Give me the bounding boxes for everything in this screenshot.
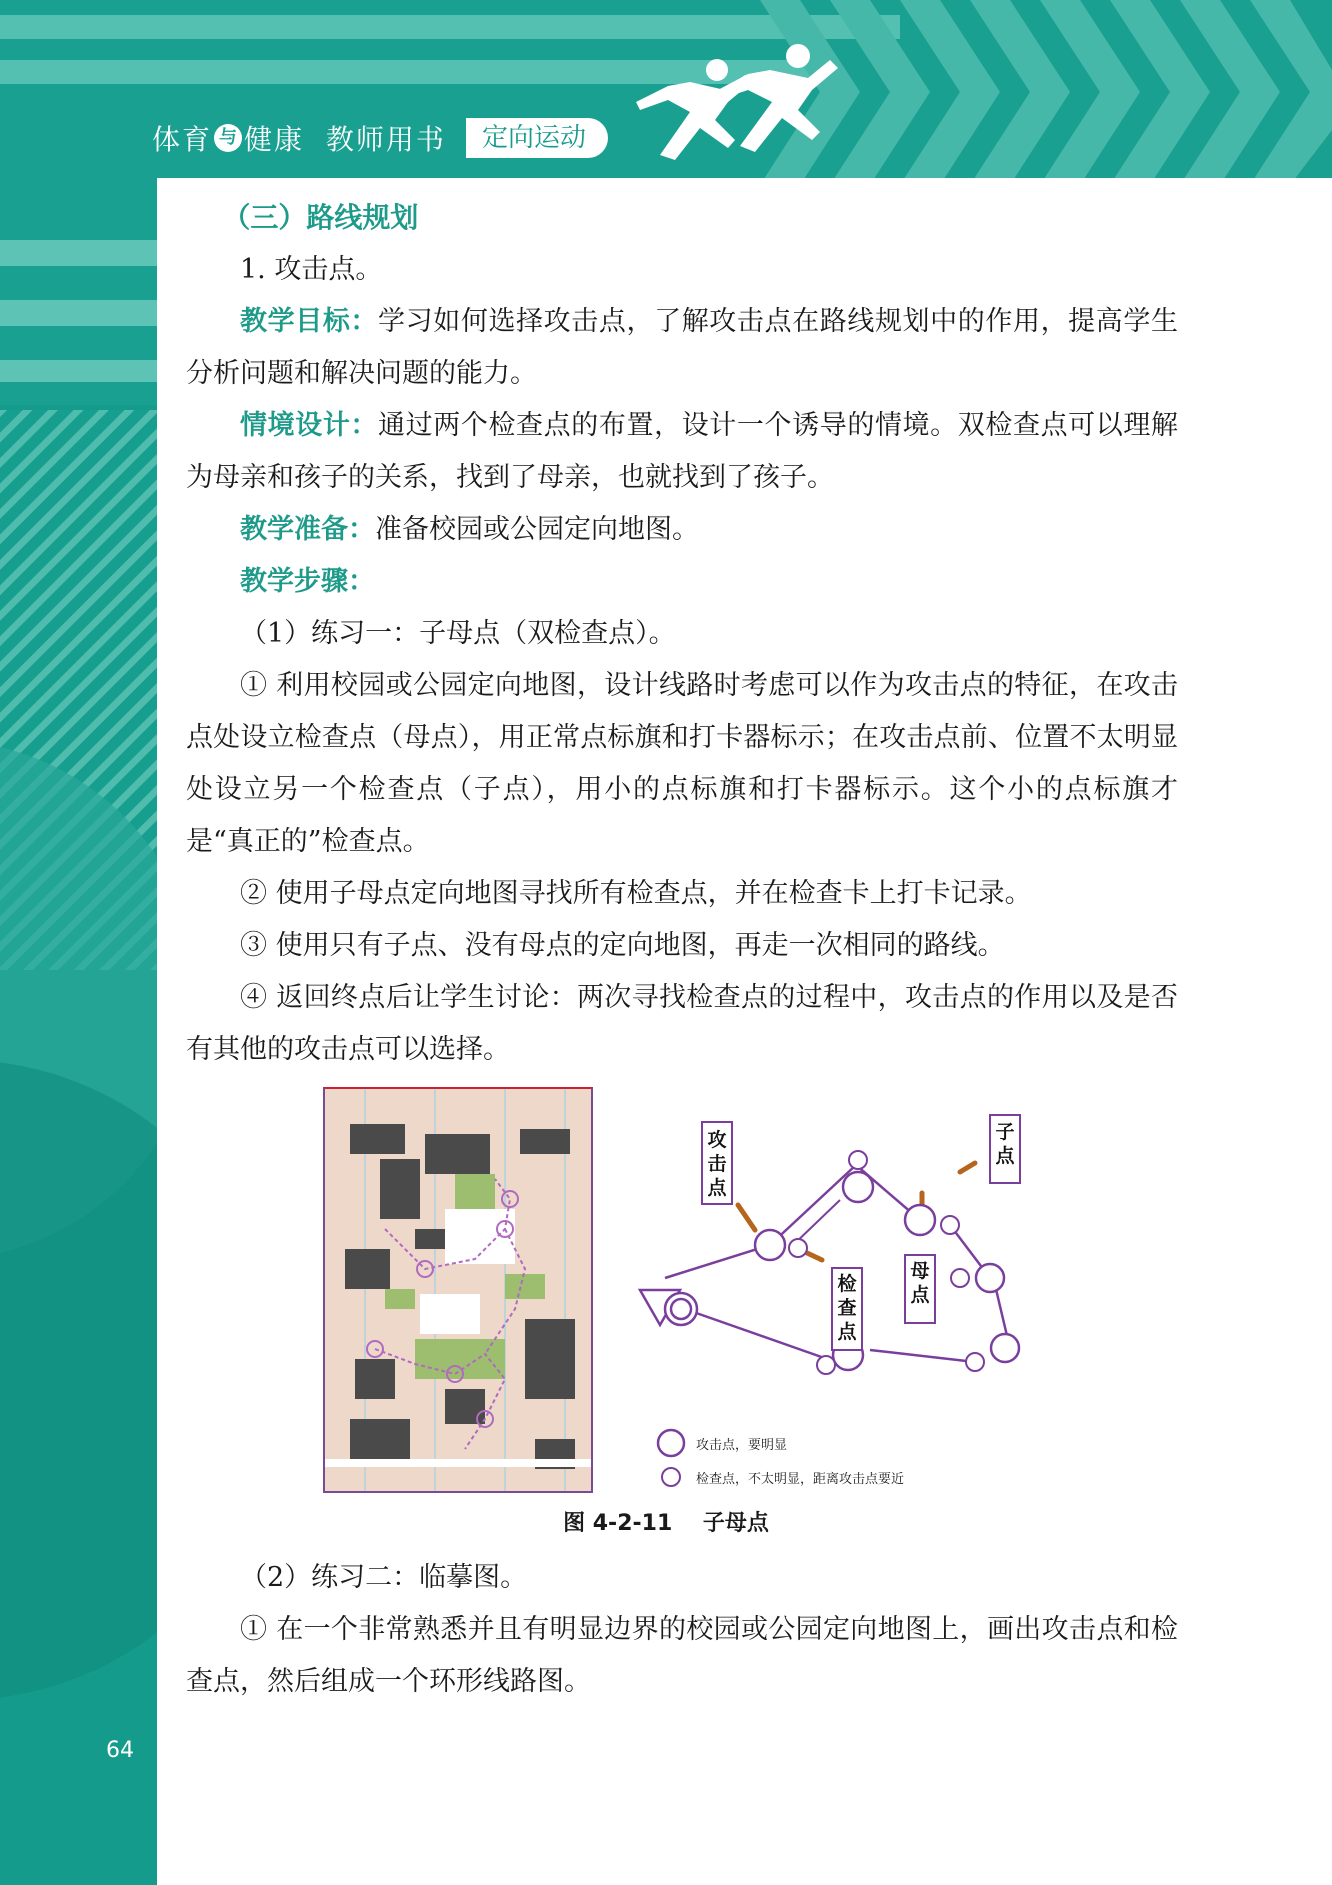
header-title-part: 健康 教师用书 <box>244 123 446 156</box>
header-title-part: 体育 <box>152 123 213 156</box>
label-checkpoint: 检查点 <box>837 1273 857 1343</box>
map-illustration <box>325 1089 591 1491</box>
checkpoint-circles <box>789 1151 984 1374</box>
paragraph: ③ 使用只有子点、没有母点的定向地图，再走一次相同的路线。 <box>240 930 1005 961</box>
page-number: 64 <box>106 1738 134 1763</box>
large-circle-icon <box>656 1428 686 1458</box>
sidebar-decoration <box>0 0 157 1885</box>
orienteering-map-image <box>323 1087 593 1493</box>
paragraph <box>186 504 1178 556</box>
legend-item <box>656 1428 787 1458</box>
paragraph: （2）练习二：临摹图。 <box>240 1562 528 1593</box>
keyword-label: 教学目标： <box>240 306 379 337</box>
header-chapter-tab: 定向运动 <box>466 118 608 158</box>
paragraph: ① 利用校园或公园定向地图，设计线路时考虑可以作为攻击点的特征，在攻击点处设立检查点（母点），用正常点标旗和打卡器标示；在攻击点前、位置不太明显处设立另一个检查点（子点），用小的点标旗和打卡器标示。这个小的点标旗才是“真正的”检查点。 <box>186 670 1178 857</box>
paragraph <box>186 400 1178 504</box>
paragraph: ④ 返回终点后让学生讨论：两次寻找检查点的过程中，攻击点的作用以及是否有其他的攻击点可以选择。 <box>186 982 1178 1065</box>
paragraph: ① 在一个非常熟悉并且有明显边界的校园或公园定向地图上，画出攻击点和检查点，然后组成一个环形线路图。 <box>186 1614 1178 1697</box>
paragraph: （1）练习一：子母点（双检查点）。 <box>240 618 676 649</box>
header-title <box>152 118 446 158</box>
paragraph-text: 准备校园或公园定向地图。 <box>375 514 699 545</box>
header-title-badge: 与 <box>214 124 242 152</box>
small-circle-icon <box>656 1465 686 1489</box>
keyword-label: 教学准备： <box>240 514 375 545</box>
paragraph: 1. 攻击点。 <box>240 254 383 285</box>
section-title: （三）路线规划 <box>222 201 419 234</box>
keyword-label: 教学步骤： <box>240 566 375 597</box>
paragraph <box>186 296 1178 400</box>
legend-text: 攻击点，要明显 <box>696 1437 788 1453</box>
label-child-point: 子点 <box>995 1121 1015 1167</box>
legend-item <box>656 1465 904 1489</box>
figure-caption: 图 4-2-11 子母点 <box>563 1511 769 1536</box>
sidebar-stripes <box>0 0 157 1885</box>
paragraph-text: 通过两个检查点的布置，设计一个诱导的情境。双检查点可以理解为母亲和孩子的关系，找到了母亲，也就找到了孩子。 <box>186 410 1178 493</box>
page-header <box>0 0 1332 185</box>
label-attack-point: 攻击点 <box>707 1129 727 1199</box>
paragraph <box>186 556 1178 608</box>
keyword-label: 情境设计： <box>240 410 379 441</box>
legend-text: 检查点，不太明显，距离攻击点要近 <box>696 1471 905 1487</box>
main-content-top <box>186 192 1178 1076</box>
label-mother-point: 母点 <box>910 1260 930 1306</box>
route-diagram <box>630 1100 1020 1455</box>
main-content-bottom <box>186 1552 1178 1708</box>
paragraph-text: 学习如何选择攻击点，了解攻击点在路线规划中的作用，提高学生分析问题和解决问题的能力。 <box>186 306 1178 389</box>
paragraph: ② 使用子母点定向地图寻找所有检查点，并在检查卡上打卡记录。 <box>240 878 1032 909</box>
